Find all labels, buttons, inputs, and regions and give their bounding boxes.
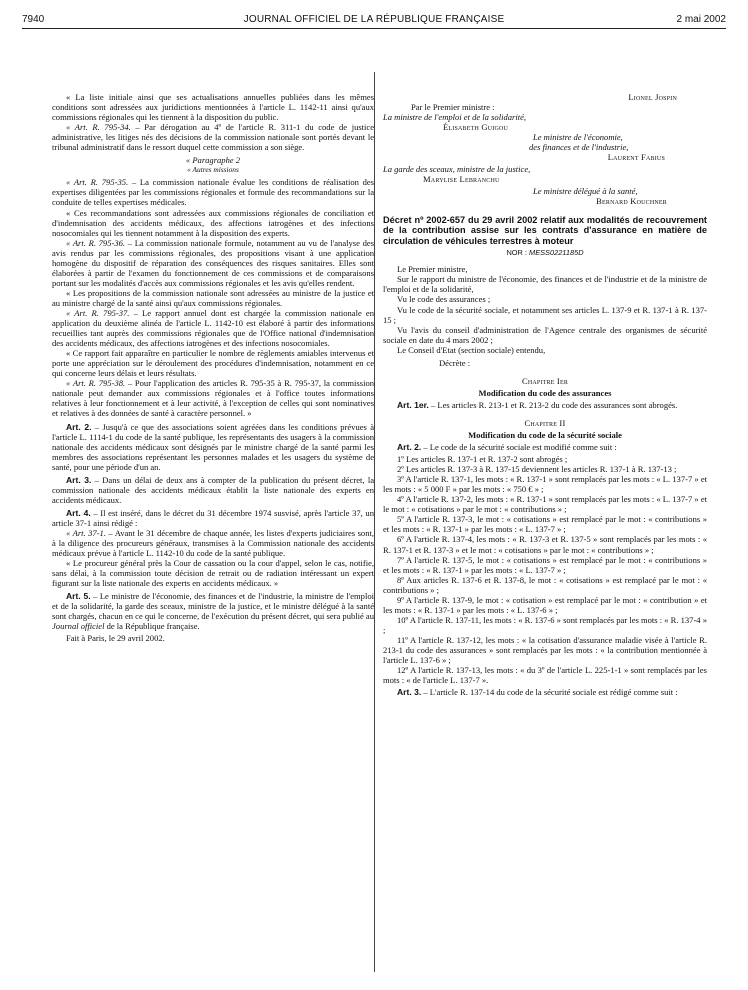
- paragraph: Le Premier ministre,: [397, 264, 468, 275]
- article-label: Art. 4.: [66, 507, 91, 518]
- signatory-title: La garde des sceaux, ministre de la justice,: [383, 164, 531, 175]
- article: Art. 5. – Le ministre de l'économie, des finances et de l'industrie, la ministre de l'emploi et de la solidarité, la garde des sceaux, ministre de la justice, et le ministre délégué à la santé sont chargés, chacun en ce qui le concerne, de l'exécution du présent décret, qui sera publié au Journal officiel de la République française.: [52, 591, 374, 632]
- paragraph: « Ces recommandations sont adressées aux commissions régionales de conciliation et d'indemnisation des accidents médicaux, des affections iatrogènes et des infections nosocomiales qui les tiennent notamment à la disposition des experts.: [52, 207, 374, 238]
- list-item: 2º Les articles R. 137-3 à R. 137-15 deviennent les articles R. 137-1 à R. 137-13 ;: [397, 464, 677, 475]
- decree-title: Décret nº 2002-657 du 29 avril 2002 relatif aux modalités de recouvrement de la contribution assise sur les contrats d'assurance en matière de circulation de véhicules terrestres à moteur: [383, 214, 707, 246]
- article-label: Art. 1er.: [397, 399, 429, 410]
- list-item: 3º A l'article R. 137-1, les mots : « R. 137-1 » sont remplacés par les mots : « L. 137-7 » et les mots : « 5 000 F » par les mots : « 750 € » ;: [383, 474, 707, 495]
- list-item: 11º A l'article R. 137-12, les mots : « la cotisation d'assurance maladie visée à l'article R. 213-1 du code des assurances » sont remplacés par les mots : « la contribution mentionnée à l'article L. 137-6 » ;: [383, 634, 707, 666]
- article: Art. 3. – L'article R. 137-14 du code de la sécurité sociale est rédigé comme suit :: [397, 687, 678, 698]
- nor-reference: NOR : MESS0221185D: [506, 248, 584, 258]
- paragraph-text: – Avant le 31 décembre de chaque année, les listes d'experts judiciaires sont, à la diligence des procureurs généraux, transmises à la Commission nationale des accidents médicaux prévue à l'article L. 1142-10 du code de la santé publique.: [52, 527, 374, 559]
- list-item: 7º A l'article R. 137-5, le mot : « cotisations » est remplacé par le mot : « contributions » et les mots : « R. 137-1 » par les mots : « L. 137-7 » ;: [383, 554, 707, 575]
- signatory-title: Le ministre de l'économie,: [533, 132, 623, 143]
- article-ref: « Art. R. 795-36.: [66, 237, 126, 248]
- signature-pm: Lionel Jospin: [628, 92, 677, 102]
- paragraph: Vu le code des assurances ;: [397, 294, 491, 305]
- chapter-title: Modification du code des assurances: [478, 387, 612, 398]
- article-label: Art. 2.: [397, 442, 422, 453]
- article-ref: « Art. R. 795-34.: [66, 122, 131, 133]
- paragraph: « Ce rapport fait apparaître en particulier le nombre de règlements amiables intervenus et porte une appréciation sur le déroulement des procédures d'indemnisation, notamment en ce qui concerne leurs délais et leurs résultats.: [52, 348, 374, 379]
- signatory-title: Le ministre délégué à la santé,: [533, 186, 638, 197]
- column-divider: [374, 72, 375, 972]
- article: Art. 2. – Jusqu'à ce que des associations soient agréées dans les conditions prévues à l'article L. 1114-1 du code de la santé publique, les représentants des usagers à la commission nationale des accidents médicaux sont désignés par le ministre chargé de la santé parmi les membres des associations représentant les personnes malades et les usagers du système de santé, pour une période d'un an.: [52, 421, 374, 472]
- paragraph: « La liste initiale ainsi que ses actualisations annuelles publiées dans les mêmes conditions sont adressées aux juridictions mentionnées à l'article L. 1142-11 ainsi qu'aux commissions régionales qui les tiennent à la disposition du public.: [52, 92, 374, 123]
- signatory-title: La ministre de l'emploi et de la solidarité,: [383, 112, 526, 123]
- right-column: [383, 92, 707, 697]
- article-label: Art. 3.: [66, 474, 92, 485]
- section-heading: « Paragraphe 2: [185, 155, 241, 166]
- paragraph: Vu l'avis du conseil d'administration de l'Agence centrale des organismes de sécurité sociale en date du 4 mars 2002 ;: [383, 324, 707, 345]
- page-number: 7940: [22, 14, 45, 25]
- signatory-name: Bernard Kouchner: [596, 196, 667, 207]
- section-subheading: « Autres missions: [187, 165, 239, 175]
- article-label: Art. 5.: [66, 591, 91, 602]
- chapter-number: Chapitre II: [524, 417, 566, 428]
- signatory-name: Laurent Fabius: [607, 152, 665, 163]
- page-header: [22, 14, 726, 28]
- list-item: 6º A l'article R. 137-4, les mots : « R. 137-3 et R. 137-5 » sont remplacés par les mots : « R. 137-1 et R. 137-3 » et le mot : « cotisations » par le mot : « contributions » ;: [383, 534, 707, 555]
- paragraph-text: – Le rapport annuel dont est chargée la commission nationale en application du deuxième alinéa de l'article L. 1142-10 est élaboré à partir des informations recueillies tant auprès des commissions régionales que de l'Office national d'indemnisation des accidents médicaux, des affections iatrogènes et des infections nosocomiales.: [52, 307, 375, 349]
- list-item: 5º A l'article R. 137-3, le mot : « cotisations » est remplacé par le mot : « contributions » et les mots : « R. 137-1 » par les mots : « L. 137-7 » ;: [383, 514, 707, 535]
- paragraph-text: – Pour l'application des articles R. 795-35 à R. 795-37, la commission nationale peut demander aux commissions régionales et à l'office toutes informations relatives à leur fonctionnement et à leur activité, à l'exception de celles qui sont nominatives et relatives à des données de santé à caractère personnel. »: [52, 378, 375, 419]
- article: Art. 1er. – Les articles R. 213-1 et R. 213-2 du code des assurances sont abrogés.: [397, 399, 678, 410]
- article-ref: « Art. R. 795-35.: [66, 177, 129, 188]
- paragraph-text: – La commission nationale évalue les conditions de réalisation des expertises diligentées par les commissions régionales et formule des recommandations sur la conduite de telles expertises médicales.: [52, 177, 375, 208]
- article-label: Art. 2.: [66, 421, 92, 432]
- list-item: 12º A l'article R. 137-13, les mots : « du 3º de l'article L. 225-1-1 » sont remplacés par les mots : « de l'article L. 137-7 ».: [383, 665, 707, 686]
- chapter-number: Chapitre Ier: [521, 375, 569, 386]
- article: Art. 3. – Dans un délai de deux ans à compter de la publication du présent décret, la commission nationale des accidents médicaux établit la liste nationale des experts en accidents médicaux.: [52, 474, 374, 505]
- list-item: 9º A l'article R. 137-9, le mot : « cotisation » est remplacé par le mot : « contribution » et les mots : « R. 137-1 » par les mots : « L. 137-6 » ;: [383, 594, 707, 615]
- signatory-title: des finances et de l'industrie,: [529, 142, 629, 153]
- paragraph: Le Conseil d'Etat (section sociale) entendu,: [397, 344, 546, 355]
- list-item: 1º Les articles R. 137-1 et R. 137-2 sont abrogés ;: [397, 454, 568, 465]
- paragraph-text: – La commission nationale formule, notamment au vu de l'analyse des avis rendus par les commissions régionales, des propositions visant à une application homogène du dispositif de réparation des conséquences des risques sanitaires. Elles sont élaborées à partir de l'examen du fonctionnement de ces commissions et de comparaisons portant sur les modalités d'accès aux commissions régionales et les avis qu'elles rendent.: [52, 237, 374, 288]
- paragraph: Vu le code de la sécurité sociale, et notamment ses articles L. 137-9 et R. 137-1 à R. 137-15 ;: [383, 304, 707, 325]
- chapter-title: Modification du code de la sécurité sociale: [468, 430, 622, 440]
- list-item: 10º A l'article R. 137-11, les mots : « R. 137-6 » sont remplacés par les mots : « R. 137-4 » ;: [383, 614, 707, 635]
- paragraph: [52, 238, 374, 288]
- paragraph: [52, 122, 374, 152]
- paragraph: [52, 528, 374, 558]
- paragraph-text: – Par dérogation au 4º de l'article R. 311-1 du code de justice administrative, les litiges nés des décisions de la commission nationale sont portés devant le tribunal administratif dans le ressort duquel cette commission a son siège.: [52, 122, 375, 153]
- article: Art. 4. – Il est inséré, dans le décret du 31 décembre 1974 susvisé, après l'article 37, un article 37-1 ainsi rédigé :: [52, 507, 374, 528]
- paragraph: « Le procureur général près la Cour de cassation ou la cour d'appel, selon le cas, notifie, sans délai, à la commission toute décision de retrait ou de radiation intéressant un expert figurant sur la liste nationale des experts en accidents médicaux. »: [52, 558, 374, 589]
- list-item: 8º Aux articles R. 137-6 et R. 137-8, le mot : « cotisations » est remplacé par le mot : « contributions » ;: [383, 574, 707, 595]
- paragraph: [52, 177, 374, 207]
- journal-title: JOURNAL OFFICIEL DE LA RÉPUBLIQUE FRANÇAISE: [243, 14, 505, 25]
- article: Art. 2. – Le code de la sécurité sociale est modifié comme suit :: [397, 442, 617, 453]
- signing-place-date: Fait à Paris, le 29 avril 2002.: [66, 633, 165, 644]
- paragraph: [52, 308, 374, 348]
- decree-verb: Décrète :: [439, 357, 471, 368]
- left-column: [52, 92, 374, 643]
- paragraph: Sur le rapport du ministre de l'économie, des finances et de l'industrie et de la ministre de l'emploi et de la solidarité,: [383, 274, 707, 295]
- signature-intro: Par le Premier ministre :: [411, 102, 495, 113]
- list-item: 4º A l'article R. 137-2, les mots : « R. 137-1 » sont remplacés par les mots : « L. 137-7 » et le mot : « cotisations » par le mot : « contributions » ;: [383, 494, 707, 515]
- article-ref: « Art. 37-1.: [66, 527, 106, 538]
- signatory-name: Marylise Lebranchu: [423, 174, 500, 185]
- issue-date: 2 mai 2002: [676, 14, 726, 25]
- article-ref: « Art. R. 795-38.: [66, 378, 126, 389]
- paragraph: [52, 378, 374, 418]
- article-ref: « Art. R. 795-37.: [66, 307, 130, 318]
- article-label: Art. 3.: [397, 687, 422, 698]
- paragraph: « Les propositions de la commission nationale sont adressées au ministre de la justice et au ministre chargé de la santé ainsi qu'aux commissions régionales.: [52, 287, 374, 308]
- header-rule: [22, 28, 726, 29]
- signatory-name: Élisabeth Guigou: [443, 122, 509, 133]
